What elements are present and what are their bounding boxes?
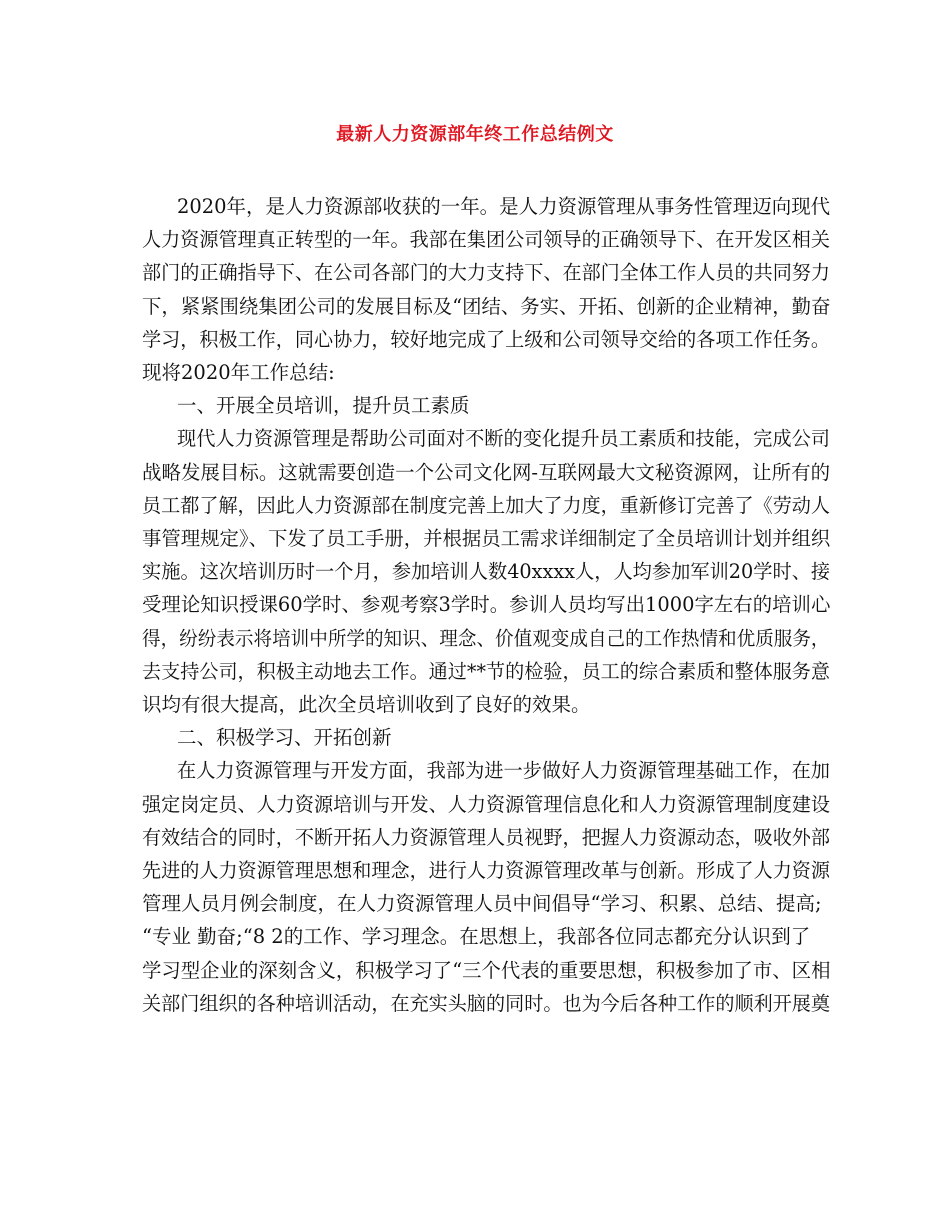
section-heading: 一、开展全员培训，提升员工素质 <box>177 394 470 418</box>
body-line: 2020年，是人力资源部收获的一年。是人力资源管理从事务性管理迈向现代 <box>177 195 831 218</box>
section-heading: 二、积极学习、开拓创新 <box>177 726 392 750</box>
body-line: 识均有很大提高，此次全员培训收到了良好的效果。 <box>142 693 591 716</box>
body-line: 现代人力资源管理是帮助公司面对不断的变化提升员工素质和技能，完成公司 <box>177 427 831 451</box>
body-line: 有效结合的同时，不断开拓人力资源管理人员视野，把握人力资源动态，吸收外部 <box>142 825 831 849</box>
body-line: 下，紧紧围绕集团公司的发展目标及“团结、务实、开拓、创新的企业精神，勤奋 <box>142 294 831 318</box>
body-line: 现将2020年工作总结: <box>142 361 335 384</box>
body-line: 部门的正确指导下、在公司各部门的大力支持下、在部门全体工作人员的共同努力 <box>142 261 831 285</box>
body-line: 员工都了解，因此人力资源部在制度完善上加大了力度，重新修订完善了《劳动人 <box>142 493 831 517</box>
body-line: 实施。这次培训历时一个月，参加培训人数40xxxx人，人均参加军训20学时、接 <box>142 560 831 584</box>
body-line: 管理人员月例会制度，在人力资源管理人员中间倡导“学习、积累、总结、提高; <box>142 892 822 916</box>
body-line: 在人力资源管理与开发方面，我部为进一步做好人力资源管理基础工作，在加 <box>177 759 831 783</box>
body-line: 学习，积极工作，同心协力，较好地完成了上级和公司领导交给的各项工作任务。 <box>142 327 831 351</box>
body-line: 事管理规定》、下发了员工手册，并根据员工需求详细制定了全员培训计划并组织 <box>142 527 831 550</box>
body-line: 人力资源管理真正转型的一年。我部在集团公司领导的正确领导下、在开发区相关 <box>142 228 831 252</box>
body-line: 强定岗定员、人力资源培训与开发、人力资源管理信息化和人力资源管理制度建设 <box>142 792 831 816</box>
body-line: 去支持公司，积极主动地去工作。通过**节的检验，员工的综合素质和整体服务意 <box>142 659 831 683</box>
body-line: 关部门组织的各种培训活动，在充实头脑的同时。也为今后各种工作的顺利开展奠 <box>142 991 831 1015</box>
body-line: 得，纷纷表示将培训中所学的知识、理念、价值观变成自己的工作热情和优质服务， <box>142 626 830 650</box>
body-line: 战略发展目标。这就需要创造一个公司文化网-互联网最大文秘资源网，让所有的 <box>142 460 831 484</box>
body-line: 学习型企业的深刻含义，积极学习了“三个代表的重要思想，积极参加了市、区相 <box>142 958 831 982</box>
body-line: 先进的人力资源管理思想和理念，进行人力资源管理改革与创新。形成了人力资源 <box>142 859 831 882</box>
body-line: 受理论知识授课60学时、参观考察3学时。参训人员均写出1000字左右的培训心 <box>142 593 831 617</box>
body-line: “专业 勤奋;“8 2的工作、学习理念。在思想上，我部各位同志都充分认识到了 <box>142 925 811 949</box>
document-title: 最新人力资源部年终工作总结例文 <box>336 124 614 145</box>
